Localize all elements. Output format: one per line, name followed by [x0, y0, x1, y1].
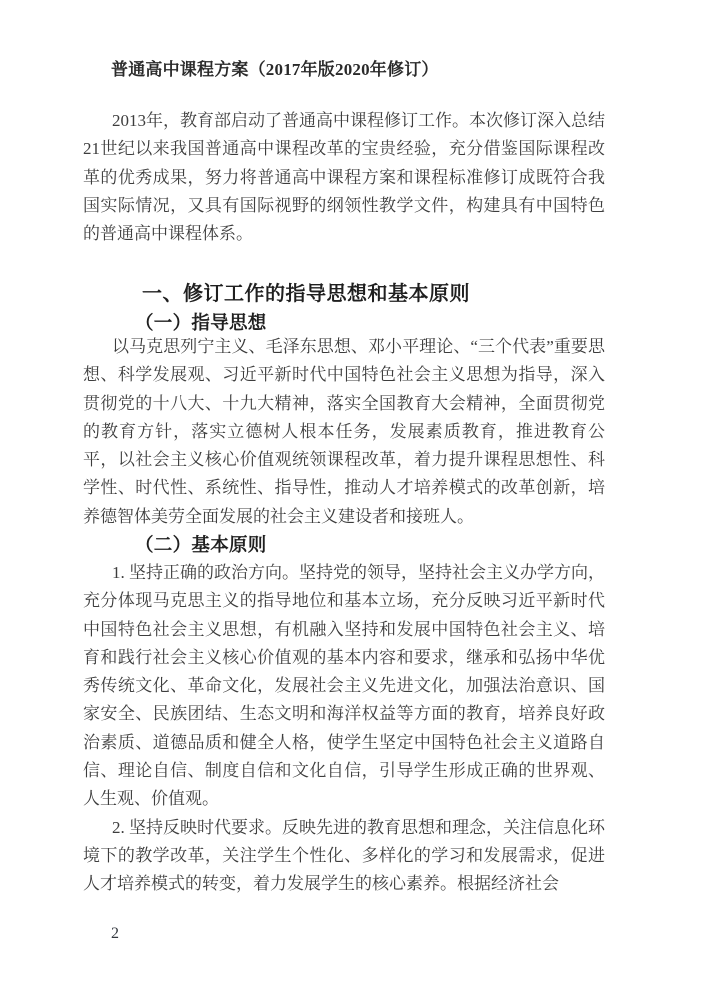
basic-principles-block	[83, 559, 605, 899]
page-number: 2	[111, 925, 119, 942]
intro-paragraph: 2013年，教育部启动了普通高中课程修订工作。本次修订深入总结21世纪以来我国普通高中课程改革的宝贵经验，充分借鉴国际课程改革的优秀成果，努力将普通高中课程方案和课程标准修订成既符合我国实际情况，又具有国际视野的纲领性教学文件，构建具有中国特色的普通高中课程体系。	[83, 111, 605, 244]
subsection-heading-guiding-ideology: （一）指导思想	[135, 312, 267, 333]
principle-item-1: 1. 坚持正确的政治方向。坚持党的领导，坚持社会主义办学方向，充分体现马克思主义的指导地位和基本立场，充分反映习近平新时代中国特色社会主义思想，有机融入坚持和发展中国特色社会主义、培育和践行社会主义核心价值观的基本内容和要求，继承和弘扬中华优秀传统文化、革命文化，发展社会主义先进文化，加强法治意识、国家安全、民族团结、生态文明和海洋权益等方面的教育，培养良好政治素质、道德品质和健全人格，使学生坚定中国特色社会主义道路自信、理论自信、制度自信和文化自信，引导学生形成正确的世界观、人生观、价值观。	[83, 563, 605, 809]
intro-paragraph-block	[83, 107, 605, 248]
subsection-heading-basic-principles: （二）基本原则	[135, 534, 267, 555]
running-header: 普通高中课程方案（2017年版2020年修订）	[111, 60, 439, 79]
section-heading: 一、修订工作的指导思想和基本原则	[142, 283, 470, 305]
guiding-ideology-block	[83, 333, 605, 531]
guiding-ideology-paragraph: 以马克思列宁主义、毛泽东思想、邓小平理论、“三个代表”重要思想、科学发展观、习近平新时代中国特色社会主义思想为指导，深入贯彻党的十八大、十九大精神，落实全国教育大会精神，全面贯彻党的教育方针，落实立德树人根本任务，发展素质教育，推进教育公平，以社会主义核心价值观统领课程改革，着力提升课程思想性、科学性、时代性、系统性、指导性，推动人才培养模式的改革创新，培养德智体美劳全面发展的社会主义建设者和接班人。	[83, 337, 605, 526]
principle-item-2: 2. 坚持反映时代要求。反映先进的教育思想和理念，关注信息化环境下的教学改革，关注学生个性化、多样化的学习和发展需求，促进人才培养模式的转变，着力发展学生的核心素养。根据经济社会	[83, 817, 605, 894]
